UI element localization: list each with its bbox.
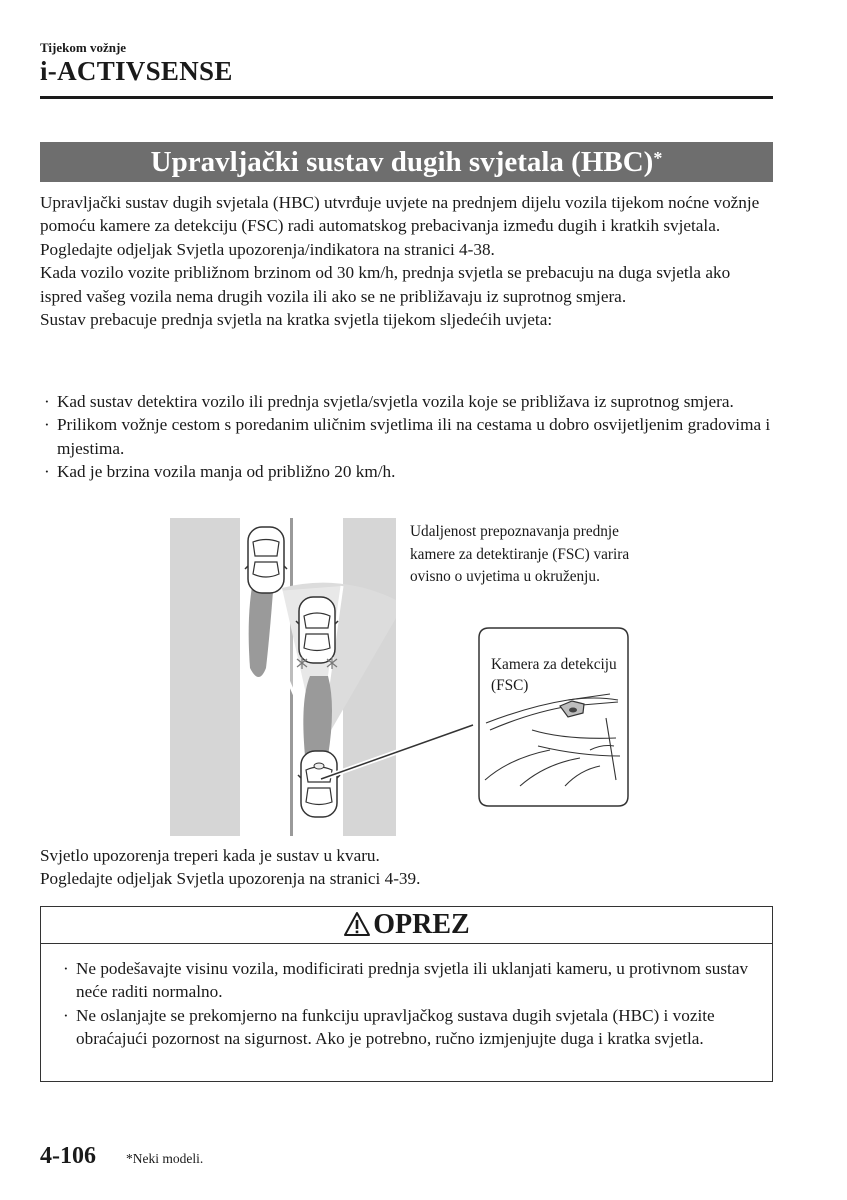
list-item: · Ne oslanjajte se prekomjerno na funkciju upravljačkog sustava dugih svjetala (HBC) i vozite obraćajući pozornost na sigurnost. Ako je potrebno, ručno izmjenjujte duga i kratka svjetla. — [59, 1004, 759, 1051]
header-divider — [40, 96, 773, 99]
conditions-list — [40, 390, 775, 484]
intro-paragraph: Kada vozilo vozite približnom brzinom od 30 km/h, prednja svjetla se prebacuju na duga svjetla ako ispred vašeg vozila nema drugih vozila ili ako se ne približavaju iz suprotnog smjera. — [40, 263, 731, 306]
section-label: Tijekom vožnje — [40, 40, 127, 55]
own-car — [298, 751, 340, 817]
footnote: *Neki modeli. — [126, 1151, 204, 1166]
section-banner — [40, 142, 773, 182]
camera-lens — [569, 708, 577, 713]
intro-paragraph: Sustav prebacuje prednja svjetla na kratka svjetla tijekom sljedećih uvjeta: — [40, 310, 553, 330]
intro-paragraph: Upravljački sustav dugih svjetala (HBC) utvrđuje uvjete na prednjem dijelu vozila tijekom noćne vožnje pomoću kamere za detekciju (FSC) radi automatskog prebacivanja između dugih i kratkih svjetala. — [40, 193, 760, 236]
list-item: · Kad sustav detektira vozilo ili prednja svjetla/svjetla vozila koje se približava iz suprotnog smjera. — [40, 390, 775, 413]
list-item: · Ne podešavajte visinu vozila, modificirati prednja svjetla ili uklanjati kameru, u protivnom sustav neće raditi normalno. — [59, 957, 759, 1004]
banner-title: Upravljački sustav dugih svjetala (HBC) — [150, 146, 654, 178]
caution-list — [59, 957, 759, 1051]
intro-text — [40, 191, 775, 331]
list-item: · Kad je brzina vozila manja od približno 20 km/h. — [40, 460, 775, 483]
warning-triangle-icon — [343, 911, 371, 937]
own-light-beam — [303, 676, 332, 756]
oncoming-car — [245, 527, 287, 593]
range-caption: Udaljenost prepoznavanja prednje kamere za detektiranje (FSC) varira ovisno o uvjetima u okruženju. — [410, 523, 630, 585]
chapter-title: i-ACTIVSENSE — [40, 56, 233, 86]
banner-footnote-mark: * — [653, 148, 663, 168]
list-item: · Prilikom vožnje cestom s poredanim uličnim svjetlima ili na cestama u dobro osvijetljenim gradovima i mjestima. — [40, 413, 775, 460]
preceding-car — [296, 597, 338, 663]
reference-paragraph: Pogledajte odjeljak Svjetla upozorenja/indikatora na stranici 4-38. — [40, 239, 495, 259]
page-number: 4-106 — [40, 1143, 96, 1169]
caution-header — [41, 907, 772, 944]
caution-box — [40, 906, 773, 1082]
camera-caption: Kamera za detekciju (FSC) — [491, 656, 617, 694]
malfunction-text — [40, 844, 775, 891]
warning-paragraph: Svjetlo upozorenja treperi kada je sustav u kvaru. — [40, 846, 380, 865]
caution-title: OPREZ — [373, 909, 470, 940]
reference-paragraph: Pogledajte odjeljak Svjetla upozorenja na stranici 4-39. — [40, 869, 421, 889]
